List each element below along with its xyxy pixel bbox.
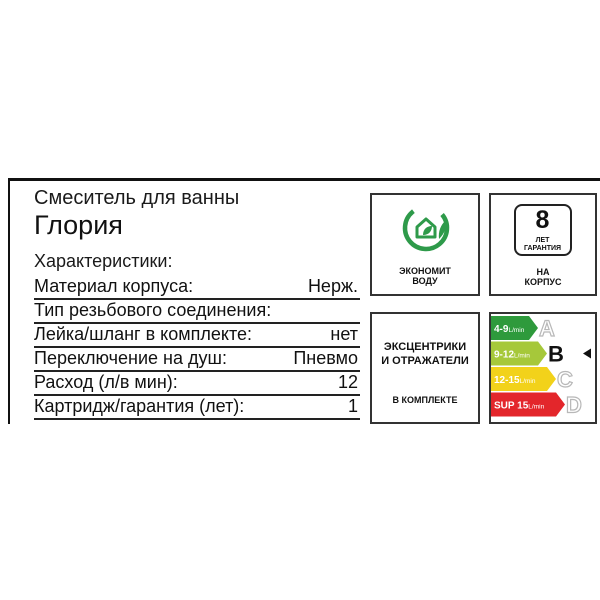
eco-text-line2: ВОДУ <box>412 276 438 286</box>
warranty-years: 8 <box>535 206 550 234</box>
left-divider <box>8 178 10 424</box>
spec-row-cartridge <box>34 396 360 420</box>
eccentrics-title-line2: И ОТРАЖАТЕЛИ <box>381 355 469 367</box>
spec-row-flow <box>34 372 360 396</box>
flow-class-letter: A <box>539 316 555 341</box>
selected-class-pointer-icon <box>583 349 591 359</box>
spec-row-thread <box>34 300 360 324</box>
top-divider <box>8 178 600 181</box>
flow-unit-label: L/min <box>528 403 545 411</box>
spec-row-material <box>34 276 360 300</box>
spec-label: Лейка/шланг в комплекте: <box>34 324 253 344</box>
eco-badge <box>370 193 480 296</box>
warranty-badge <box>489 193 597 296</box>
spec-value: 1 <box>347 396 358 416</box>
spec-label: Материал корпуса: <box>34 276 194 296</box>
spec-row-hose <box>34 324 360 348</box>
spec-value: Пневмо <box>293 348 358 368</box>
eccentrics-title <box>372 340 478 368</box>
eccentrics-badge <box>370 312 480 424</box>
flow-class-a <box>491 316 555 341</box>
flow-range-label: SUP 15L/min <box>494 400 545 412</box>
spec-row-switch <box>34 348 360 372</box>
product-name: Глория <box>34 210 123 240</box>
flow-class-c <box>491 367 573 392</box>
flow-class-letter: C <box>557 367 573 392</box>
warranty-years-unit: ЛЕТ <box>535 237 550 244</box>
eco-house-leaf-icon <box>401 203 451 253</box>
flow-class-letter: B <box>548 341 564 367</box>
flow-range-label: 4-9L/min <box>494 324 525 335</box>
flow-class-badge <box>489 312 597 424</box>
spec-value: нет <box>330 324 358 344</box>
flow-class-scale <box>491 314 595 422</box>
specs-heading: Характеристики: <box>34 251 173 271</box>
eco-text-line1: ЭКОНОМИТ <box>399 266 451 276</box>
spec-label: Расход (л/в мин): <box>34 372 178 392</box>
spec-label: Тип резьбового соединения: <box>34 300 272 320</box>
flow-unit-label: L/min <box>508 327 525 334</box>
flow-class-letter: D <box>566 392 582 418</box>
warranty-box <box>514 204 572 256</box>
flow-class-d <box>491 393 582 418</box>
spec-label: Картридж/гарантия (лет): <box>34 396 245 416</box>
eccentrics-title-line1: ЭКСЦЕНТРИКИ <box>383 341 467 353</box>
spec-label: Переключение на душ: <box>34 348 227 368</box>
flow-class-b <box>491 342 591 367</box>
product-type: Смеситель для ванны <box>34 187 240 209</box>
flow-unit-label: L/min <box>519 378 536 385</box>
spec-value: Нерж. <box>307 276 358 296</box>
flow-range-label: 9-12L/min <box>494 349 530 361</box>
flow-unit-label: L/min <box>514 352 530 360</box>
eccentrics-included: В КОМПЛЕКТЕ <box>392 395 458 405</box>
warranty-caption-line1: НА <box>536 267 550 277</box>
warranty-label: ГАРАНТИЯ <box>523 245 562 252</box>
flow-range-label: 12-15L/min <box>494 375 536 386</box>
spec-value: 12 <box>337 372 358 392</box>
warranty-caption-line2: КОРПУС <box>524 277 562 287</box>
